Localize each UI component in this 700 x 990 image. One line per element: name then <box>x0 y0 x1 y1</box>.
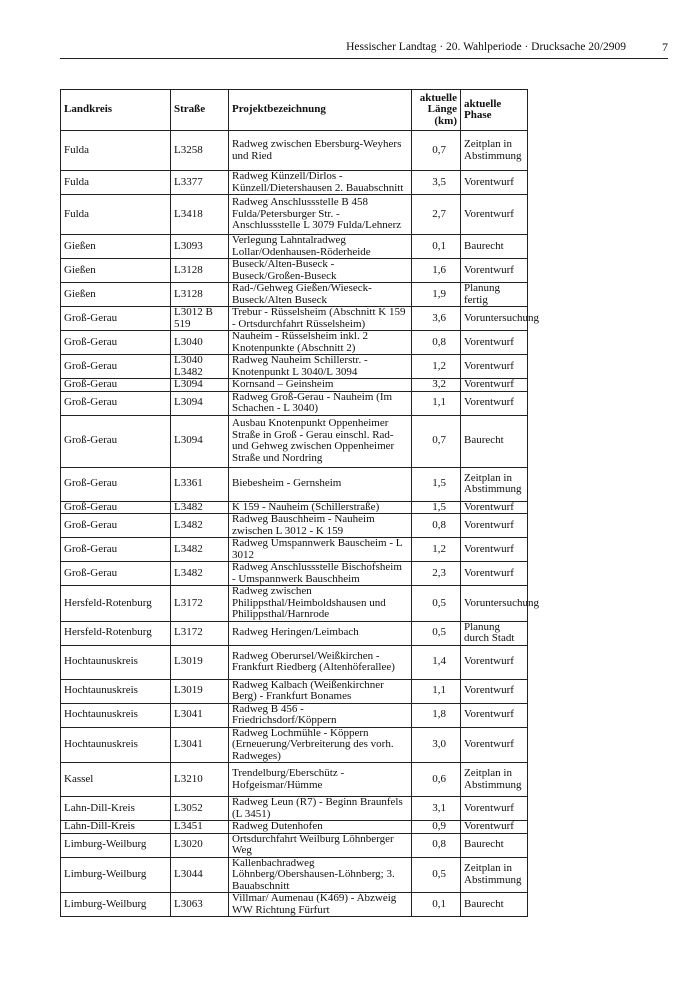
cell-strasse: L3451 <box>171 821 229 834</box>
cell-laenge: 0,8 <box>412 514 461 538</box>
table-header-row <box>61 90 528 131</box>
cell-projekt: Villmar/ Aumenau (K469) - Abzweig WW Richtung Fürfurt <box>229 893 412 917</box>
cell-projekt: Nauheim - Rüsselsheim inkl. 2 Knotenpunkte (Abschnitt 2) <box>229 331 412 355</box>
cell-strasse: L3019 <box>171 645 229 679</box>
cell-laenge: 3,0 <box>412 727 461 763</box>
cell-landkreis: Kassel <box>61 763 171 797</box>
cell-laenge: 2,3 <box>412 562 461 586</box>
cell-phase: Voruntersuchung <box>461 586 528 622</box>
cell-landkreis: Fulda <box>61 131 171 171</box>
cell-strasse: L3482 <box>171 514 229 538</box>
table-row <box>61 195 528 235</box>
radweg-table <box>60 89 539 917</box>
table-row <box>61 331 528 355</box>
table-row <box>61 538 528 562</box>
cell-laenge: 0,6 <box>412 763 461 797</box>
cell-landkreis: Gießen <box>61 283 171 307</box>
table-row <box>61 283 528 307</box>
cell-landkreis: Fulda <box>61 195 171 235</box>
table-row <box>61 821 528 834</box>
cell-landkreis: Groß-Gerau <box>61 467 171 501</box>
cell-landkreis: Limburg-Weilburg <box>61 857 171 893</box>
cell-landkreis: Groß-Gerau <box>61 355 171 379</box>
col-header-projekt: Projektbezeichnung <box>229 90 412 131</box>
col-header-phase: aktuelle Phase <box>461 90 528 131</box>
cell-projekt: Radweg Umspannwerk Bauscheim - L 3012 <box>229 538 412 562</box>
table-row <box>61 562 528 586</box>
cell-projekt: Radweg Anschlussstelle Bischofsheim - Umspannwerk Bauschheim <box>229 562 412 586</box>
table-row <box>61 763 528 797</box>
cell-projekt: Radweg Groß-Gerau - Nauheim (Im Schachen - L 3040) <box>229 391 412 415</box>
cell-laenge: 1,1 <box>412 391 461 415</box>
table-row <box>61 679 528 703</box>
cell-projekt: Ortsdurchfahrt Weilburg Löhnberger Weg <box>229 833 412 857</box>
cell-landkreis: Hersfeld-Rotenburg <box>61 586 171 622</box>
cell-projekt: Radweg Heringen/Leimbach <box>229 621 412 645</box>
cell-strasse: L3020 <box>171 833 229 857</box>
cell-landkreis: Groß-Gerau <box>61 331 171 355</box>
cell-phase: Zeitplan in Abstimmung <box>461 763 528 797</box>
cell-phase: Voruntersuchung <box>461 307 528 331</box>
cell-strasse: L3044 <box>171 857 229 893</box>
cell-strasse: L3041 <box>171 727 229 763</box>
cell-landkreis: Groß-Gerau <box>61 514 171 538</box>
cell-strasse: L3041 <box>171 703 229 727</box>
cell-projekt: Buseck/Alten-Buseck - Buseck/Großen-Buseck <box>229 259 412 283</box>
cell-landkreis: Fulda <box>61 171 171 195</box>
table-row <box>61 307 528 331</box>
cell-phase: Zeitplan in Abstimmung <box>461 467 528 501</box>
cell-strasse: L3052 <box>171 797 229 821</box>
cell-laenge: 3,5 <box>412 171 461 195</box>
cell-landkreis: Groß-Gerau <box>61 501 171 514</box>
table-row <box>61 131 528 171</box>
cell-projekt: Radweg Kalbach (Weißenkirchner Berg) - Frankfurt Bonames <box>229 679 412 703</box>
cell-laenge: 0,1 <box>412 235 461 259</box>
cell-landkreis: Limburg-Weilburg <box>61 893 171 917</box>
cell-laenge: 0,5 <box>412 857 461 893</box>
page-header <box>60 40 668 59</box>
cell-strasse: L3063 <box>171 893 229 917</box>
cell-laenge: 1,4 <box>412 645 461 679</box>
cell-projekt: Radweg Anschlussstelle B 458 Fulda/Petersburger Str. - Anschlussstelle L 3079 Fulda/Lehnerz <box>229 195 412 235</box>
cell-phase: Vorentwurf <box>461 355 528 379</box>
cell-projekt: Trendelburg/Eberschütz - Hofgeismar/Hümme <box>229 763 412 797</box>
cell-projekt: Kornsand – Geinsheim <box>229 379 412 392</box>
cell-laenge: 1,2 <box>412 355 461 379</box>
cell-strasse: L3019 <box>171 679 229 703</box>
cell-laenge: 3,2 <box>412 379 461 392</box>
cell-laenge: 1,9 <box>412 283 461 307</box>
cell-landkreis: Hersfeld-Rotenburg <box>61 621 171 645</box>
cell-laenge: 0,5 <box>412 586 461 622</box>
cell-laenge: 1,2 <box>412 538 461 562</box>
cell-phase: Vorentwurf <box>461 379 528 392</box>
col-header-landkreis: Landkreis <box>61 90 171 131</box>
cell-phase: Vorentwurf <box>461 679 528 703</box>
cell-projekt: Radweg Dutenhofen <box>229 821 412 834</box>
cell-phase: Vorentwurf <box>461 171 528 195</box>
table-row <box>61 171 528 195</box>
cell-laenge: 1,8 <box>412 703 461 727</box>
page-number: 7 <box>662 40 668 54</box>
cell-phase: Vorentwurf <box>461 331 528 355</box>
cell-projekt: Radweg zwischen Philippsthal/Heimboldshausen und Philippsthal/Harnrode <box>229 586 412 622</box>
cell-landkreis: Lahn-Dill-Kreis <box>61 821 171 834</box>
cell-strasse: L3361 <box>171 467 229 501</box>
table-row <box>61 259 528 283</box>
cell-laenge: 0,1 <box>412 893 461 917</box>
cell-laenge: 0,8 <box>412 331 461 355</box>
cell-laenge: 0,5 <box>412 621 461 645</box>
cell-strasse: L3377 <box>171 171 229 195</box>
cell-strasse: L3210 <box>171 763 229 797</box>
cell-strasse: L3094 <box>171 391 229 415</box>
cell-landkreis: Hochtaunuskreis <box>61 645 171 679</box>
cell-phase: Zeitplan in Abstimmung <box>461 131 528 171</box>
cell-phase: Planung fertig <box>461 283 528 307</box>
cell-phase: Vorentwurf <box>461 727 528 763</box>
table-row <box>61 797 528 821</box>
table-row <box>61 379 528 392</box>
cell-laenge: 0,7 <box>412 415 461 467</box>
cell-strasse: L3482 <box>171 562 229 586</box>
cell-phase: Vorentwurf <box>461 259 528 283</box>
cell-landkreis: Groß-Gerau <box>61 307 171 331</box>
cell-landkreis: Groß-Gerau <box>61 562 171 586</box>
cell-laenge: 3,1 <box>412 797 461 821</box>
cell-projekt: Radweg Bauschheim - Nauheim zwischen L 3012 - K 159 <box>229 514 412 538</box>
cell-strasse: L3128 <box>171 259 229 283</box>
cell-phase: Vorentwurf <box>461 703 528 727</box>
cell-phase: Vorentwurf <box>461 562 528 586</box>
cell-projekt: Trebur - Rüsselsheim (Abschnitt K 159 - Ortsdurchfahrt Rüsselsheim) <box>229 307 412 331</box>
cell-projekt: Radweg Lochmühle - Köppern (Erneuerung/Verbreiterung des vorh. Radweges) <box>229 727 412 763</box>
table-row <box>61 893 528 917</box>
cell-landkreis: Limburg-Weilburg <box>61 833 171 857</box>
cell-landkreis: Gießen <box>61 235 171 259</box>
table-body <box>61 131 539 917</box>
cell-projekt: Rad-/Gehweg Gießen/Wieseck-Buseck/Alten Buseck <box>229 283 412 307</box>
cell-landkreis: Groß-Gerau <box>61 415 171 467</box>
table-row <box>61 857 528 893</box>
cell-strasse: L3093 <box>171 235 229 259</box>
table-row <box>61 514 528 538</box>
table-row <box>61 703 528 727</box>
cell-phase: Vorentwurf <box>461 797 528 821</box>
cell-laenge: 3,6 <box>412 307 461 331</box>
cell-phase: Vorentwurf <box>461 514 528 538</box>
table-row <box>61 833 528 857</box>
cell-phase: Baurecht <box>461 833 528 857</box>
cell-landkreis: Hochtaunuskreis <box>61 703 171 727</box>
cell-phase: Baurecht <box>461 415 528 467</box>
cell-projekt: Radweg Leun (R7) - Beginn Braunfels (L 3451) <box>229 797 412 821</box>
table-row <box>61 415 528 467</box>
cell-strasse: L3040 L3482 <box>171 355 229 379</box>
cell-strasse: L3418 <box>171 195 229 235</box>
cell-strasse: L3128 <box>171 283 229 307</box>
cell-phase: Vorentwurf <box>461 645 528 679</box>
table-row <box>61 727 528 763</box>
cell-strasse: L3482 <box>171 538 229 562</box>
cell-laenge: 1,6 <box>412 259 461 283</box>
cell-projekt: Kallenbachradweg Löhnberg/Obershausen-Löhnberg; 3. Bauabschnitt <box>229 857 412 893</box>
cell-laenge: 0,8 <box>412 833 461 857</box>
cell-phase: Vorentwurf <box>461 538 528 562</box>
running-title: Hessischer Landtag · 20. Wahlperiode · Drucksache 20/2909 <box>346 41 626 53</box>
cell-phase: Vorentwurf <box>461 821 528 834</box>
cell-phase: Vorentwurf <box>461 391 528 415</box>
cell-laenge: 2,7 <box>412 195 461 235</box>
table-row <box>61 621 528 645</box>
cell-projekt: Radweg Nauheim Schillerstr. - Knotenpunkt L 3040/L 3094 <box>229 355 412 379</box>
cell-projekt: K 159 - Nauheim (Schillerstraße) <box>229 501 412 514</box>
cell-laenge: 0,7 <box>412 131 461 171</box>
cell-landkreis: Groß-Gerau <box>61 538 171 562</box>
cell-projekt: Verlegung Lahntalradweg Lollar/Odenhausen-Röderheide <box>229 235 412 259</box>
table-row <box>61 645 528 679</box>
table-row <box>61 501 528 514</box>
cell-laenge: 1,5 <box>412 467 461 501</box>
cell-projekt: Ausbau Knotenpunkt Oppenheimer Straße in Groß - Gerau einschl. Rad- und Gehweg zwischen Oppenheimer Straße und Nordring <box>229 415 412 467</box>
col-header-laenge: aktuelle Länge (km) <box>412 90 461 131</box>
cell-phase: Baurecht <box>461 893 528 917</box>
cell-phase: Baurecht <box>461 235 528 259</box>
cell-projekt: Radweg zwischen Ebersburg-Weyhers und Ried <box>229 131 412 171</box>
cell-strasse: L3040 <box>171 331 229 355</box>
cell-phase: Zeitplan in Abstimmung <box>461 857 528 893</box>
cell-landkreis: Groß-Gerau <box>61 391 171 415</box>
cell-strasse: L3012 B 519 <box>171 307 229 331</box>
cell-landkreis: Hochtaunuskreis <box>61 727 171 763</box>
table-row <box>61 355 528 379</box>
cell-landkreis: Lahn-Dill-Kreis <box>61 797 171 821</box>
cell-strasse: L3172 <box>171 621 229 645</box>
cell-strasse: L3258 <box>171 131 229 171</box>
table-row <box>61 235 528 259</box>
cell-laenge: 1,1 <box>412 679 461 703</box>
cell-strasse: L3094 <box>171 379 229 392</box>
cell-projekt: Biebesheim - Gernsheim <box>229 467 412 501</box>
cell-strasse: L3482 <box>171 501 229 514</box>
cell-strasse: L3172 <box>171 586 229 622</box>
table-row <box>61 391 528 415</box>
col-header-strasse: Straße <box>171 90 229 131</box>
cell-laenge: 1,5 <box>412 501 461 514</box>
cell-phase: Planung durch Stadt <box>461 621 528 645</box>
cell-projekt: Radweg B 456 - Friedrichsdorf/Köppern <box>229 703 412 727</box>
cell-laenge: 0,9 <box>412 821 461 834</box>
cell-landkreis: Groß-Gerau <box>61 379 171 392</box>
cell-projekt: Radweg Künzell/Dirlos - Künzell/Dietershausen 2. Bauabschnitt <box>229 171 412 195</box>
table-row <box>61 467 528 501</box>
table-row <box>61 586 528 622</box>
cell-landkreis: Gießen <box>61 259 171 283</box>
cell-phase: Vorentwurf <box>461 195 528 235</box>
cell-phase: Vorentwurf <box>461 501 528 514</box>
cell-landkreis: Hochtaunuskreis <box>61 679 171 703</box>
cell-projekt: Radweg Oberursel/Weißkirchen - Frankfurt Riedberg (Altenhöferallee) <box>229 645 412 679</box>
cell-strasse: L3094 <box>171 415 229 467</box>
